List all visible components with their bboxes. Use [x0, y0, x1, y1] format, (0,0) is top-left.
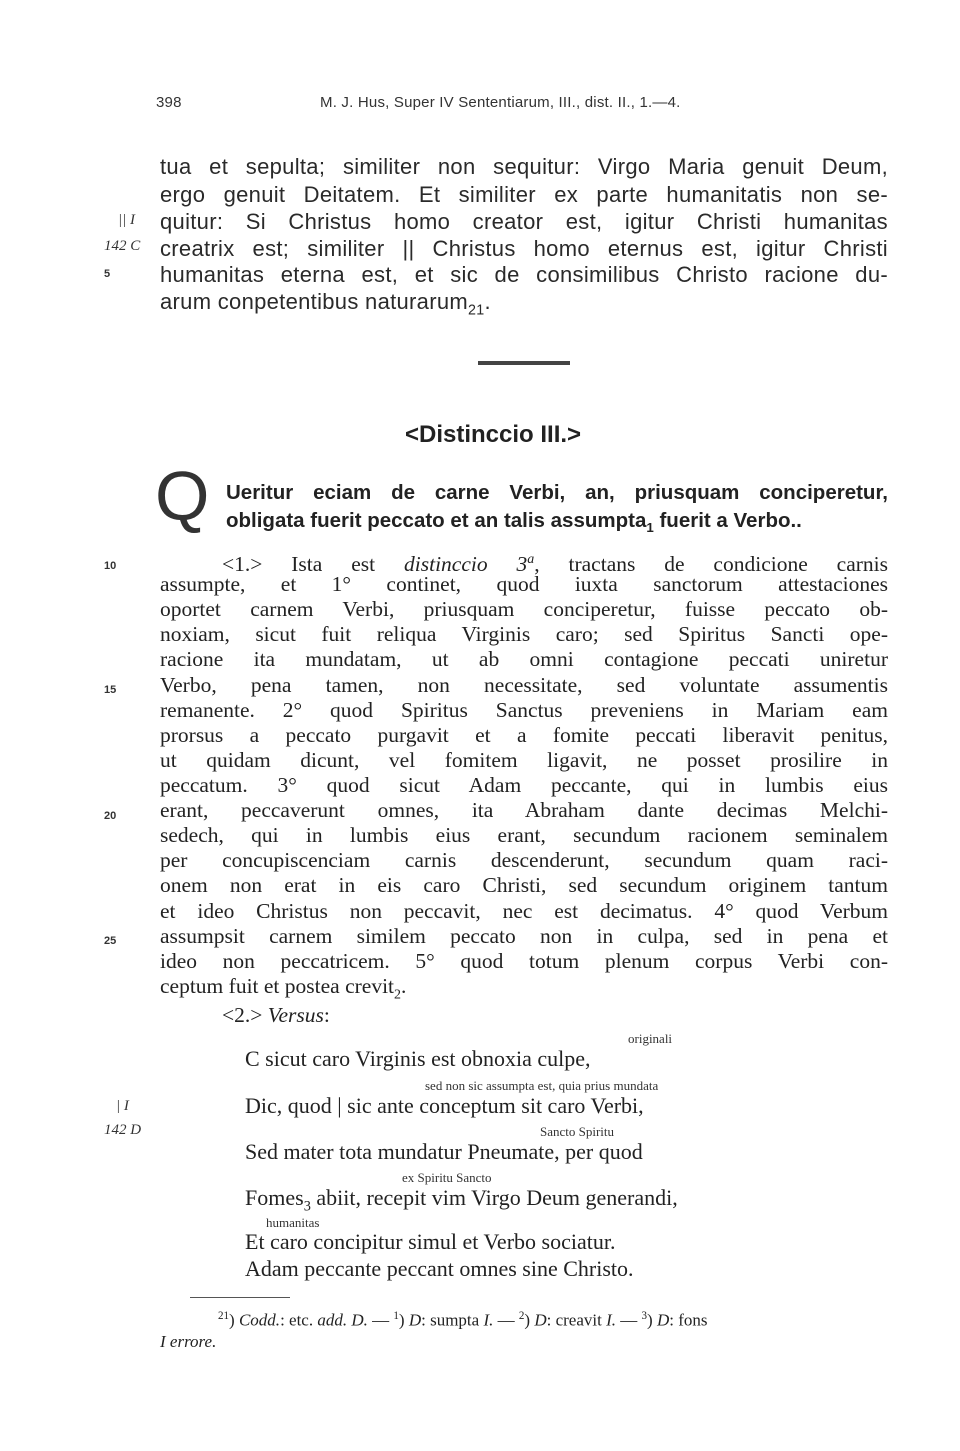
text-line: tua et sepulta; similiter non sequitur: Virgo Maria genuit Deum, [160, 154, 888, 179]
body-line: peccatum. 3° quod sicut Adam peccante, qui in lumbis eius [160, 773, 888, 797]
interlinear-gloss: sed non sic assumpta est, quia prius mundata [425, 1078, 659, 1093]
verse-line: Fomes$_3$ abiit, recepit vim Virgo Deum generandi, [245, 1185, 678, 1215]
text-line: humanitas eterna est, et sic de consimilibus Christo racione du- [160, 262, 888, 287]
text-line-last: arum conpetentibus naturarum$_{21}$. [160, 289, 491, 319]
margin-ref-folio-number: 142 C [104, 238, 141, 254]
body-line: Verbo, pena tamen, non necessitate, sed voluntate assumentis [160, 673, 888, 697]
text-line: quitur: Si Christus homo creator est, igitur Christi humanitas [160, 209, 888, 234]
body-line: ideo non peccatricem. 5° quod totum plenum corpus Verbi con- [160, 949, 888, 973]
body-line: et ideo Christus non peccavit, nec est decimatus. 4° quod Verbum [160, 899, 888, 923]
line-number-20: 20 [104, 810, 117, 822]
line-number-10: 10 [104, 560, 117, 572]
line-number-25: 25 [104, 935, 117, 947]
line-number-15: 15 [104, 684, 117, 696]
body-line: erant, peccaverunt omnes, ita Abraham dante decimas Melchi- [160, 798, 888, 822]
footnote-rule [190, 1297, 290, 1298]
verse-line: Adam peccante peccant omnes sine Christo. [245, 1256, 634, 1281]
page-number: 398 [156, 94, 182, 111]
footnote-line: I errore. [160, 1332, 217, 1351]
question-line: obligata fuerit peccato et an talis assumpta$_1$ fuerit a Verbo.. [226, 509, 802, 536]
body-line-first: <1.> Ista est distinccio 3$^a$, tractans de condicione carnis [222, 552, 888, 577]
body-line: oportet carnem Verbi, priusquam conciperetur, fuisse peccato ob- [160, 597, 888, 621]
text-line: ergo genuit Deitatem. Et similiter ex parte humanitatis non se- [160, 182, 888, 207]
interlinear-gloss: Sancto Spiritu [540, 1124, 615, 1139]
text-line: creatrix est; similiter || Christus homo eternus est, igitur Christi [160, 236, 888, 261]
body-line: ut quidam dicunt, vel fomitem ligavit, ne posset prosilire in [160, 748, 888, 772]
section-title: <Distinccio III.> [405, 421, 582, 448]
body-line: assumpte, et 1° continet, quod iuxta sanctorum attestaciones [160, 572, 888, 596]
verse-line: Et caro concipitur simul et Verbo sociatur. [245, 1229, 616, 1254]
line-number-5: 5 [104, 268, 111, 280]
body-line: sedech, qui in lumbis eius erant, secundum racionem seminalem [160, 823, 888, 847]
body-line: per concupiscenciam carnis descenderunt, secundum quam raci- [160, 848, 888, 872]
margin-ref-folio-number-2: 142 D [104, 1122, 142, 1138]
body-line: noxiam, sicut fuit reliqua Virginis caro; sed Spiritus Sancti ope- [160, 622, 888, 646]
margin-ref-folio: || I [118, 212, 135, 228]
margin-ref-folio-2: | I [116, 1098, 129, 1114]
footnote-line: $^{21}$) Codd.: etc. add. D. — $^1$) D: sumpta I. — $^2$) D: creavit I. — $^3$) D: fons [218, 1310, 708, 1330]
body-line: remanente. 2° quod Spiritus Sanctus preveniens in Mariam eam [160, 698, 888, 722]
verse-line: C sicut caro Virginis est obnoxia culpe, [245, 1046, 591, 1071]
interlinear-gloss: originali [628, 1031, 673, 1046]
verse-line: Dic, quod | sic ante conceptum sit caro Verbi, [245, 1093, 644, 1118]
interlinear-gloss: ex Spiritu Sancto [402, 1170, 492, 1185]
running-title: M. J. Hus, Super IV Sententiarum, III., dist. II., 1.—4. [320, 94, 681, 111]
question-line: Ueritur eciam de carne Verbi, an, priusquam conciperetur, [226, 481, 888, 504]
interlinear-gloss: humanitas [266, 1215, 320, 1230]
section-ornament [478, 361, 570, 365]
versus-heading: <2.> Versus: [222, 1003, 330, 1027]
body-line: onem non erat in eis caro Christi, sed secundum originem tantum [160, 873, 888, 897]
drop-cap: Q [155, 457, 210, 535]
body-line-last: ceptum fuit et postea crevit$_2$. [160, 974, 407, 1003]
footnote-mark: 21 [468, 302, 485, 319]
verse-line: Sed mater tota mundatur Pneumate, per quod [245, 1139, 643, 1164]
body-line: racione ita mundatam, ut ab omni contagione peccati uniretur [160, 647, 888, 671]
body-line: prorsus a peccato purgavit et a fomite peccati liberavit penitus, [160, 723, 888, 747]
body-line: assumpsit carnem similem peccato non in culpa, sed in pena et [160, 924, 888, 948]
